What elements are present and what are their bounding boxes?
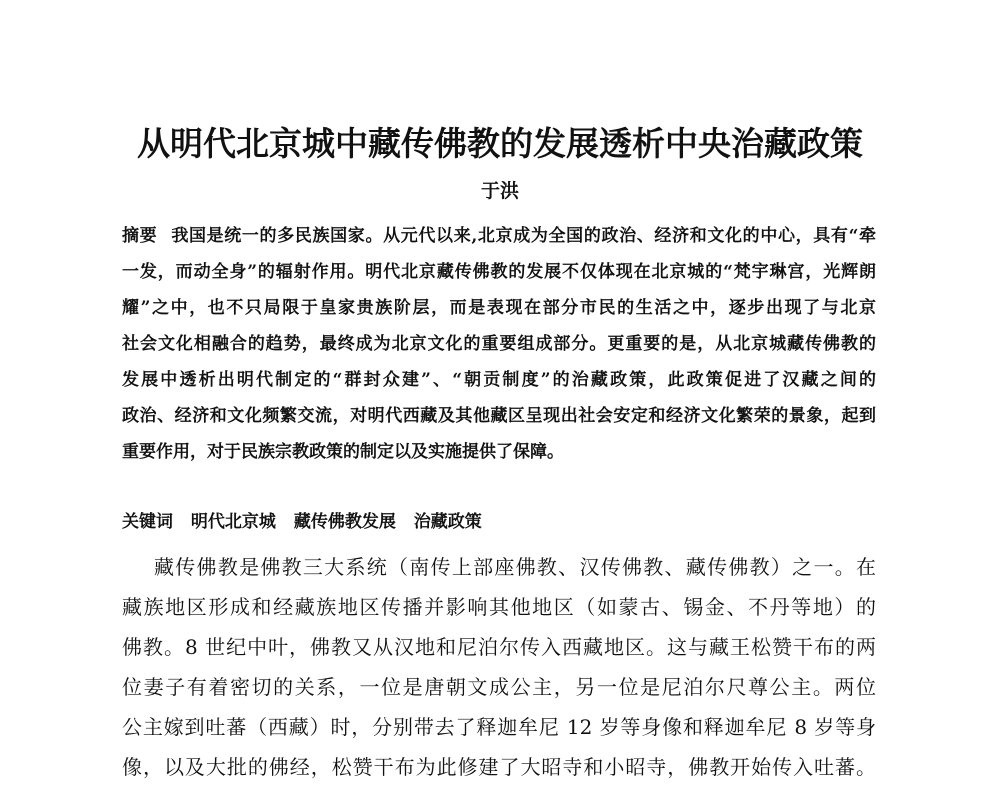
abstract-line: 重要作用，对于民族宗教政策的制定以及实施提供了保障。	[122, 442, 564, 462]
abstract-line: 社会文化相融合的趋势，最终成为北京文化的重要组成部分。更重要的是，从北京城藏传佛教的	[122, 334, 876, 354]
keyword: 明代北京城	[190, 512, 276, 532]
abstract-section	[122, 218, 876, 470]
body-line: 藏族地区形成和经藏族地区传播并影响其他地区（如蒙古、锡金、不丹等地）的	[122, 595, 876, 619]
body-line: 公主嫁到吐蕃（西藏）时，分别带去了释迦牟尼 12 岁等身像和释迦牟尼 8 岁等身	[122, 715, 876, 739]
paper-author: 于洪	[480, 180, 519, 202]
keyword: 治藏政策	[413, 512, 482, 532]
abstract-line: 发展中透析出明代制定的“群封众建”、“朝贡制度”的治藏政策，此政策促进了汉藏之间的	[122, 370, 876, 390]
paper-title: 从明代北京城中藏传佛教的发展透析中央治藏政策	[137, 124, 863, 163]
abstract-line: 一发，而动全身”的辐射作用。明代北京藏传佛教的发展不仅体现在北京城的“梵宇琳宫，光辉朗	[122, 262, 876, 282]
body-line: 像，以及大批的佛经，松赞干布为此修建了大昭寺和小昭寺，佛教开始传入吐蕃。	[122, 755, 876, 779]
body-line: 藏传佛教是佛教三大系统（南传上部座佛教、汉传佛教、藏传佛教）之一。在	[154, 555, 876, 579]
body-paragraph	[122, 547, 876, 779]
body-line: 位妻子有着密切的关系，一位是唐朝文成公主，另一位是尼泊尔尺尊公主。两位	[122, 675, 876, 699]
abstract-line: 耀”之中，也不只局限于皇家贵族阶层，而是表现在部分市民的生活之中，逐步出现了与北京	[122, 298, 876, 318]
abstract-label: 摘要	[122, 226, 158, 246]
keywords-label: 关键词	[122, 512, 173, 532]
abstract-line: 政治、经济和文化频繁交流，对明代西藏及其他藏区呈现出社会安定和经济文化繁荣的景象，起到	[122, 406, 876, 426]
abstract-line	[122, 218, 876, 254]
abstract-text: 我国是统一的多民族国家。从元代以来,北京成为全国的政治、经济和文化的中心，具有“牵	[171, 226, 877, 246]
body-line: 佛教。8 世纪中叶，佛教又从汉地和尼泊尔传入西藏地区。这与藏王松赞干布的两	[122, 635, 876, 659]
keyword: 藏传佛教发展	[293, 512, 396, 532]
keywords-section	[122, 508, 876, 536]
